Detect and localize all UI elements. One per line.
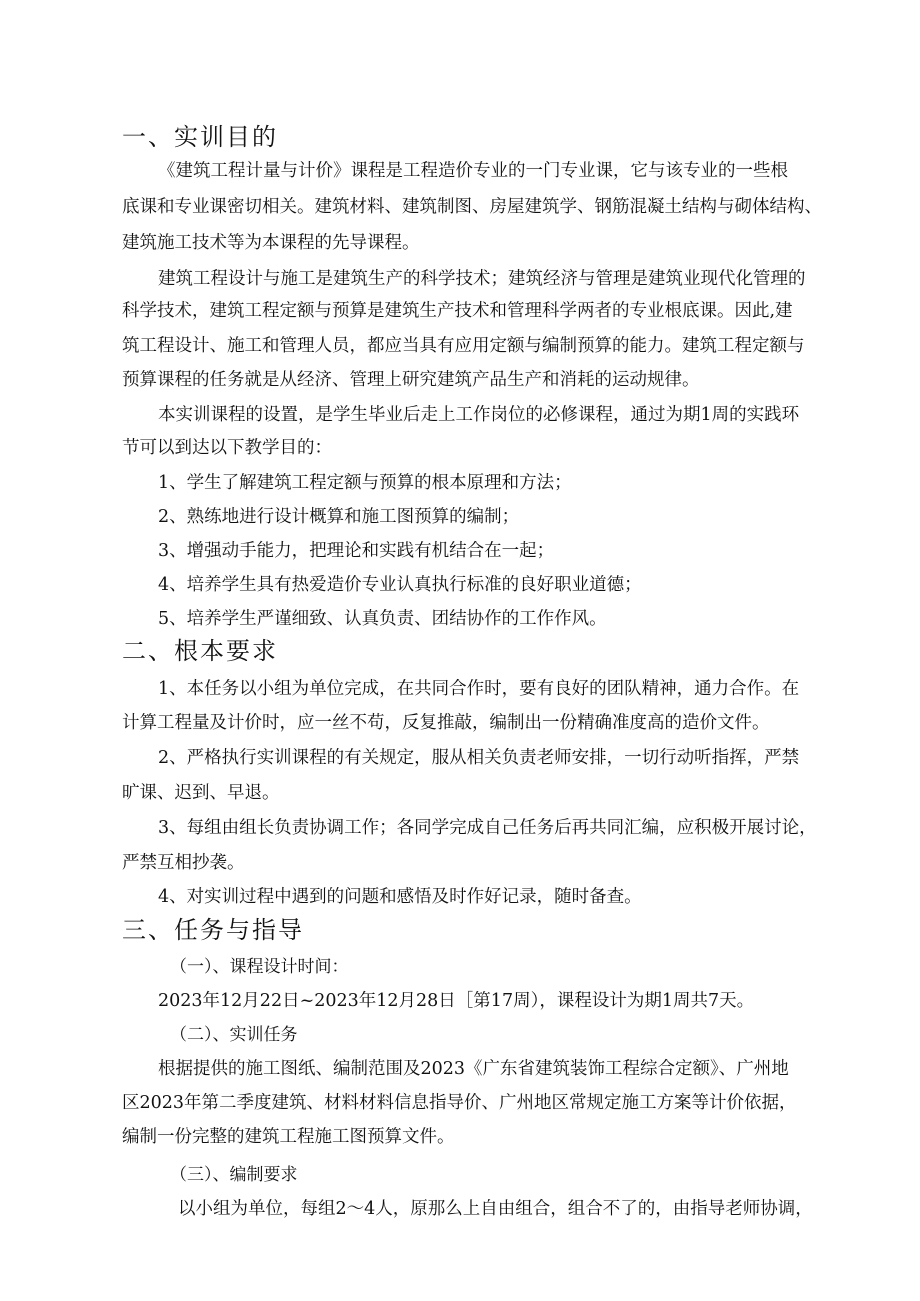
- subsection2-line1: 根据提供的施工图纸、编制范围及2023《广东省建筑装饰工程综合定额》、广州地: [158, 1059, 789, 1079]
- subsection3-text: 以小组为单位，每组2～4人，原那么上自由组合，组合不了的，由指导老师协调，: [178, 1199, 813, 1219]
- section1-p2-line1: 建筑工程设计与施工是建筑生产的科学技术；建筑经济与管理是建筑业现代化管理的: [158, 269, 806, 289]
- goal-item: 4、培养学生具有热爱造价专业认真执行标准的良好职业道德；: [158, 575, 642, 595]
- section1-p3-line2: 节可以到达以下教学目的：: [122, 438, 332, 458]
- subsection2-line2: 区2023年第二季度建筑、材料材料信息指导价、广州地区常规定施工方案等计价依据，: [122, 1093, 797, 1113]
- section1-p1-line3: 建筑施工技术等为本课程的先导课程。: [122, 233, 420, 253]
- requirement-2-line1: 2、严格执行实训课程的有关规定，服从相关负责老师安排，一切行动听指挥，严禁: [158, 748, 800, 768]
- subsection3-title: （三）、编制要求: [170, 1165, 298, 1185]
- section1-p1-line2: 底课和专业课密切相关。建筑材料、建筑制图、房屋建筑学、钢筋混凝土结构与砌体结构、: [122, 197, 822, 217]
- subsection1-title: （一）、课程设计时间：: [170, 957, 349, 977]
- section1-p1-line1: 《建筑工程计量与计价》课程是工程造价专业的一门专业课，它与该专业的一些根: [158, 161, 788, 181]
- requirement-3-line2: 严禁互相抄袭。: [122, 853, 245, 873]
- section1-p3-line1: 本实训课程的设置，是学生毕业后走上工作岗位的必修课程，通过为期1周的实践环: [158, 405, 800, 425]
- section1-p2-line3: 筑工程设计、施工和管理人员，都应当具有应用定额与编制预算的能力。建筑工程定额与: [122, 336, 805, 356]
- section1-p2-line2: 科学技术，建筑工程定额与预算是建筑生产技术和管理科学两者的专业根底课。因此,建: [122, 301, 793, 321]
- subsection2-title: （二）、实训任务: [170, 1025, 298, 1045]
- section3-heading: 三、任务与指导: [122, 916, 304, 944]
- section2-heading: 二、根本要求: [122, 637, 278, 665]
- subsection2-line3: 编制一份完整的建筑工程施工图预算文件。: [122, 1127, 455, 1147]
- goal-item: 3、增强动手能力，把理论和实践有机结合在一起；: [158, 541, 555, 561]
- section1-heading: 一、实训目的: [122, 123, 278, 151]
- requirement-1-line1: 1、本任务以小组为单位完成，在共同合作时，要有良好的团队精神，通力合作。在: [158, 679, 800, 699]
- requirement-2-line2: 旷课、迟到、早退。: [122, 783, 280, 803]
- subsection1-text: 2023年12月22日~2023年12月28日［第17周），课程设计为期1周共7天。: [158, 991, 755, 1011]
- requirement-1-line2: 计算工程量及计价时，应一丝不苟，反复推敲，编制出一份精确准度高的造价文件。: [122, 713, 770, 733]
- goal-item: 1、学生了解建筑工程定额与预算的根本原理和方法；: [158, 473, 572, 493]
- requirement-4-line1: 4、对实训过程中遇到的问题和感悟及时作好记录，随时备查。: [158, 887, 642, 907]
- goal-item: 5、培养学生严谨细致、认真负责、团结协作的工作作风。: [158, 609, 607, 629]
- goal-item: 2、熟练地进行设计概算和施工图预算的编制；: [158, 507, 520, 527]
- requirement-3-line1: 3、每组由组长负责协调工作；各同学完成自己任务后再共同汇编，应积极开展讨论，: [158, 818, 817, 838]
- section1-p2-line4: 预算课程的任务就是从经济、管理上研究建筑产品生产和消耗的运动规律。: [122, 370, 700, 390]
